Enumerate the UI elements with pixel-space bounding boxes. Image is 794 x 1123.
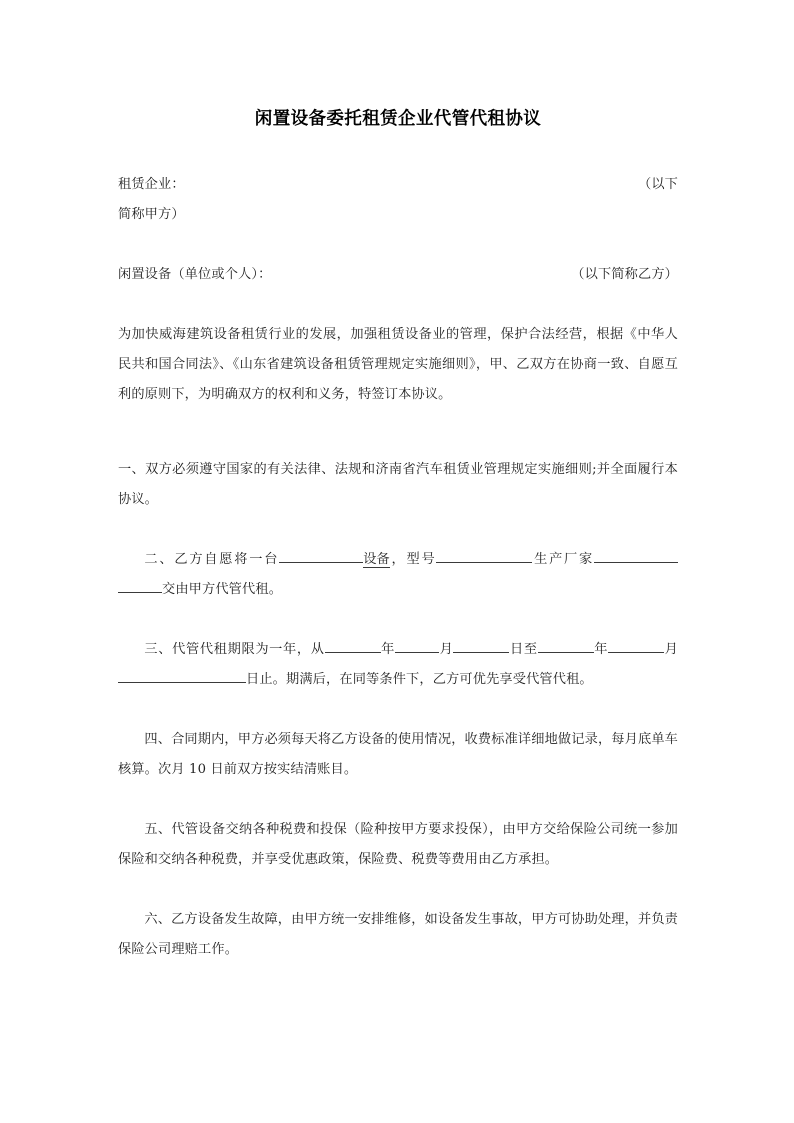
clause-2-blank-manufacturer[interactable] [594, 548, 678, 563]
clause-3-blank-day-end-cont[interactable] [174, 668, 246, 683]
clause-3-text-7: 日止。期满后，在同等条件下，乙方可优先享受代管代租。 [246, 672, 593, 687]
clause-2-text-4: 生产厂家 [532, 552, 594, 567]
clause-2-text-1: 二、乙方自愿将一台 [144, 552, 280, 567]
clause-3-text-3: 月 [439, 642, 454, 657]
clause-3-text-2: 年 [380, 642, 396, 657]
clause-2-text-2: 设备 [363, 552, 390, 567]
clause-3-blank-day-start[interactable] [453, 638, 509, 653]
clause-3-blank-day-end[interactable] [118, 668, 174, 683]
lessee-line [118, 260, 678, 290]
clause-2-blank-model[interactable] [436, 548, 532, 563]
clause-2-blank-equipment[interactable] [279, 548, 363, 563]
clause-3-text-1: 三、代管代租期限为一年，从 [144, 642, 325, 657]
clause-3-text-5: 年 [593, 642, 609, 657]
clause-2-blank-manufacturer-cont[interactable] [118, 578, 162, 593]
clause-3-paragraph [118, 635, 678, 695]
clause-2-text-3: ，型号 [389, 552, 437, 567]
lessor-line [118, 170, 678, 200]
lessee-block [118, 260, 678, 290]
lessee-label: 闲置设备（单位或个人）： [118, 267, 272, 282]
clause-4-paragraph: 四、合同期内，甲方必须每天将乙方设备的使用情况，收费标准详细地做记录，每月底单车核算。次月 10 日前双方按实结清账目。 [118, 732, 678, 777]
clause-2-paragraph [118, 545, 678, 605]
clause-3-text-4: 日至 [509, 642, 538, 657]
clause-3-blank-year-start[interactable] [325, 638, 381, 653]
page-title: 闲置设备委托租赁企业代管代租协议 [254, 109, 542, 129]
lessor-label: 租赁企业： [118, 177, 185, 192]
lessor-block [118, 170, 678, 230]
lessor-tail: （以下 [637, 177, 678, 192]
clause-3-blank-month-end[interactable] [608, 638, 664, 653]
lessee-tail: （以下简称乙方） [571, 267, 678, 282]
lessor-continuation: 简称甲方） [118, 207, 185, 222]
clause-3-blank-year-end[interactable] [538, 638, 594, 653]
clause-6-paragraph: 六、乙方设备发生故障，由甲方统一安排维修，如设备发生事故，甲方可协助处理，并负责保险公司理赔工作。 [118, 912, 678, 957]
clause-1-paragraph: 一、双方必须遵守国家的有关法律、法规和济南省汽车租赁业管理规定实施细则;并全面履行本协议。 [118, 462, 678, 507]
clause-5-paragraph: 五、代管设备交纳各种税费和投保（险种按甲方要求投保），由甲方交给保险公司统一参加保险和交纳各种税费，并享受优惠政策，保险费、税费等费用由乙方承担。 [118, 822, 678, 867]
preamble-paragraph: 为加快威海建筑设备租赁行业的发展，加强租赁设备业的管理，保护合法经营，根据《中华人民共和国合同法》、《山东省建筑设备租赁管理规定实施细则》，甲、乙双方在协商一致、自愿互利的原则下，为明确双方的权利和义务，特签订本协议。 [118, 327, 678, 402]
clause-3-blank-month-start[interactable] [395, 638, 439, 653]
clause-3-text-6: 月 [664, 642, 679, 657]
clause-2-text-5: 交由甲方代管代租。 [162, 582, 283, 597]
